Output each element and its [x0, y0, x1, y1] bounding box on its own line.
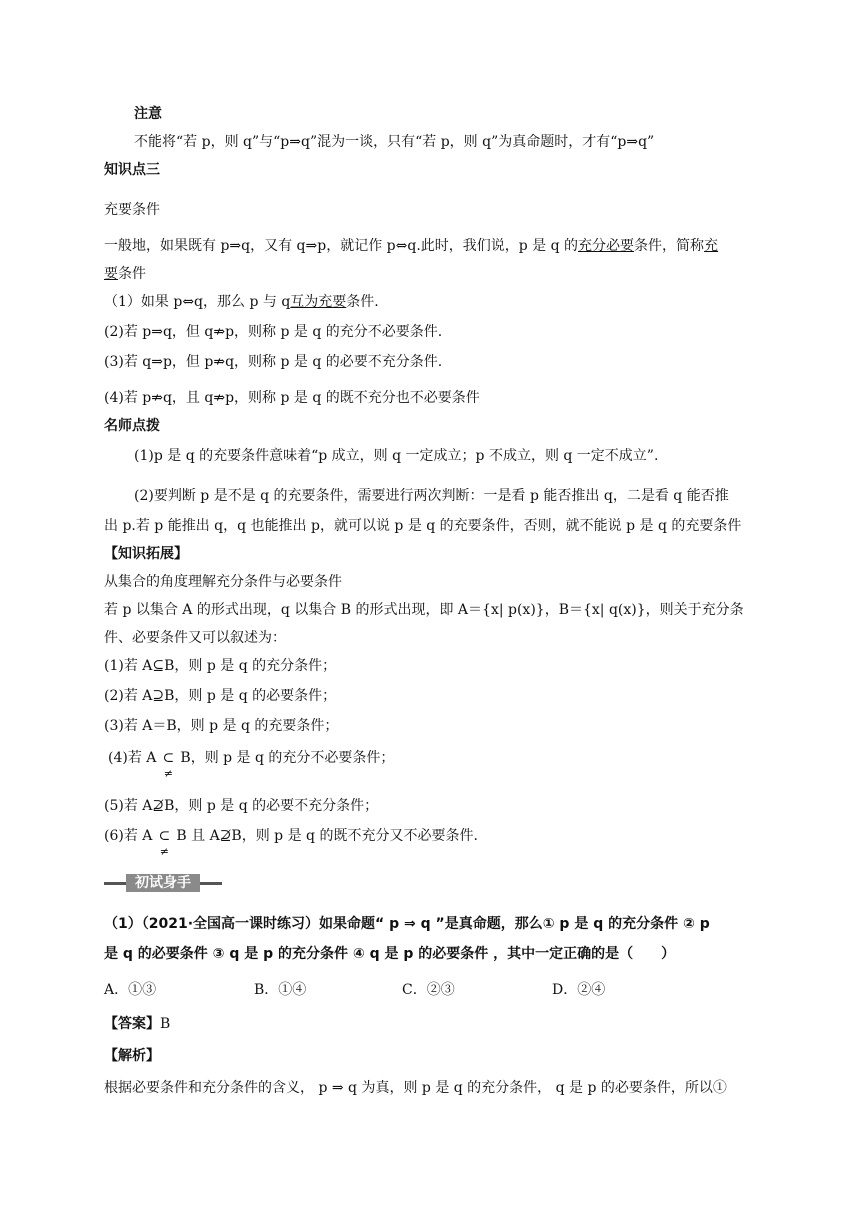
option-a: A．①③ [104, 982, 157, 998]
answer-line [104, 1014, 170, 1034]
def-underline-b: 充 [704, 238, 719, 254]
tips-paragraph-1: (1)p 是 q 的充要条件意味着“p 成立，则 q 一定成立；p 不成立，则 q 一定不成立”. [134, 448, 659, 464]
item-1-text: （1）如果 p⇔q，那么 p 与 q [104, 294, 291, 310]
item-4-prefix: (4)若 A [108, 750, 157, 766]
analysis-text: 根据必要条件和充分条件的含义， p ⇒ q 为真，则 p 是 q 的充分条件， q 是 p 的必要条件，所以① [104, 1080, 727, 1096]
extension-item-1: (1)若 A⊆B，则 p 是 q 的充分条件； [104, 658, 337, 674]
tips-paragraph-2-line-2: 出 p.若 p 能推出 q，q 也能推出 p，就可以说 p 是 q 的充要条件，否则，就不能说 p 是 q 的充要条件 [104, 518, 742, 534]
item-4: (4)若 p⇏q，且 q⇏p，则称 p 是 q 的既不充分也不必要条件 [104, 390, 480, 406]
option-d: D．②④ [552, 982, 606, 998]
not-equal-glyph: ≠ [163, 767, 174, 780]
section3-subheading: 充要条件 [104, 202, 160, 218]
item-4-suffix: B，则 p 是 q 的充分不必要条件； [180, 750, 395, 766]
subset-glyph: ⊂ [158, 828, 171, 844]
item-1 [104, 292, 379, 312]
definition-line-2 [104, 264, 146, 284]
item-1-underline: 互为充要 [290, 294, 347, 310]
analysis-label: 【解析】 [104, 1048, 160, 1064]
proper-subset-symbol [156, 748, 180, 780]
def-underline-a: 充分必要 [578, 238, 635, 254]
option-b: B．①④ [254, 982, 307, 998]
extension-line-1: 若 p 以集合 A 的形式出现，q 以集合 B 的形式出现，即 A＝{x| p(x)}，B＝{x| q(x)}，则关于充分条 [104, 602, 744, 618]
def-text-a: 一般地，如果既有 p⇒q，又有 q⇒p，就记作 p⇔q.此时，我们说，p 是 q 的 [104, 238, 579, 254]
def-underline-c: 要 [104, 266, 118, 282]
item-6-prefix: (6)若 A [104, 828, 153, 844]
note-heading: 注意 [134, 106, 162, 122]
answer-label: 【答案】 [104, 1016, 160, 1032]
section3-heading: 知识点三 [104, 162, 160, 178]
subset-glyph: ⊂ [162, 750, 175, 766]
item-2: (2)若 p⇒q，但 q⇏p，则称 p 是 q 的充分不必要条件. [104, 324, 443, 340]
extension-item-3: (3)若 A＝B，则 p 是 q 的充要条件； [104, 718, 339, 734]
item-6-suffix: B 且 A⊉B，则 p 是 q 的既不充分又不必要条件. [176, 828, 478, 844]
definition-line-1 [104, 236, 718, 256]
extension-item-6 [104, 826, 478, 858]
extension-heading: 【知识拓展】 [104, 546, 188, 562]
exercise-question-line-1: （1）（2021·全国高一课时练习）如果命题“ p ⇒ q ”是真命题，那么① p 是 q 的充分条件 ② p [104, 916, 710, 932]
item-3: (3)若 q⇒p，但 p⇏q，则称 p 是 q 的必要不充分条件. [104, 354, 443, 370]
def-text-c: 条件 [118, 266, 146, 282]
note-text: 不能将“若 p，则 q”与“p⇒q”混为一谈，只有“若 p，则 q”为真命题时，才有“p⇒q” [134, 134, 655, 150]
not-equal-glyph: ≠ [159, 845, 170, 858]
extension-line-2: 件、必要条件又可以叙述为： [104, 630, 286, 646]
tips-heading: 名师点拨 [104, 418, 160, 434]
tips-paragraph-2-line-1: (2)要判断 p 是不是 q 的充要条件，需要进行两次判断：一是看 p 能否推出 q，二是看 q 能否推 [134, 488, 729, 504]
section-banner [104, 876, 222, 890]
def-text-b: 条件，简称 [634, 238, 705, 254]
answer-value: B [160, 1016, 171, 1032]
extension-item-5: (5)若 A⊉B，则 p 是 q 的必要不充分条件； [104, 798, 379, 814]
item-1-tail: 条件. [346, 294, 379, 310]
extension-item-2: (2)若 A⊇B，则 p 是 q 的必要条件； [104, 688, 337, 704]
proper-subset-symbol [152, 826, 176, 858]
option-c: C．②③ [402, 982, 455, 998]
exercise-question-line-2: 是 q 的必要条件 ③ q 是 p 的充分条件 ④ q 是 p 的必要条件 ，其中一定正确的是（ ） [104, 946, 676, 962]
banner-label: 初试身手 [126, 874, 200, 892]
extension-item-4 [108, 748, 395, 780]
extension-subheading: 从集合的角度理解充分条件与必要条件 [104, 574, 342, 590]
